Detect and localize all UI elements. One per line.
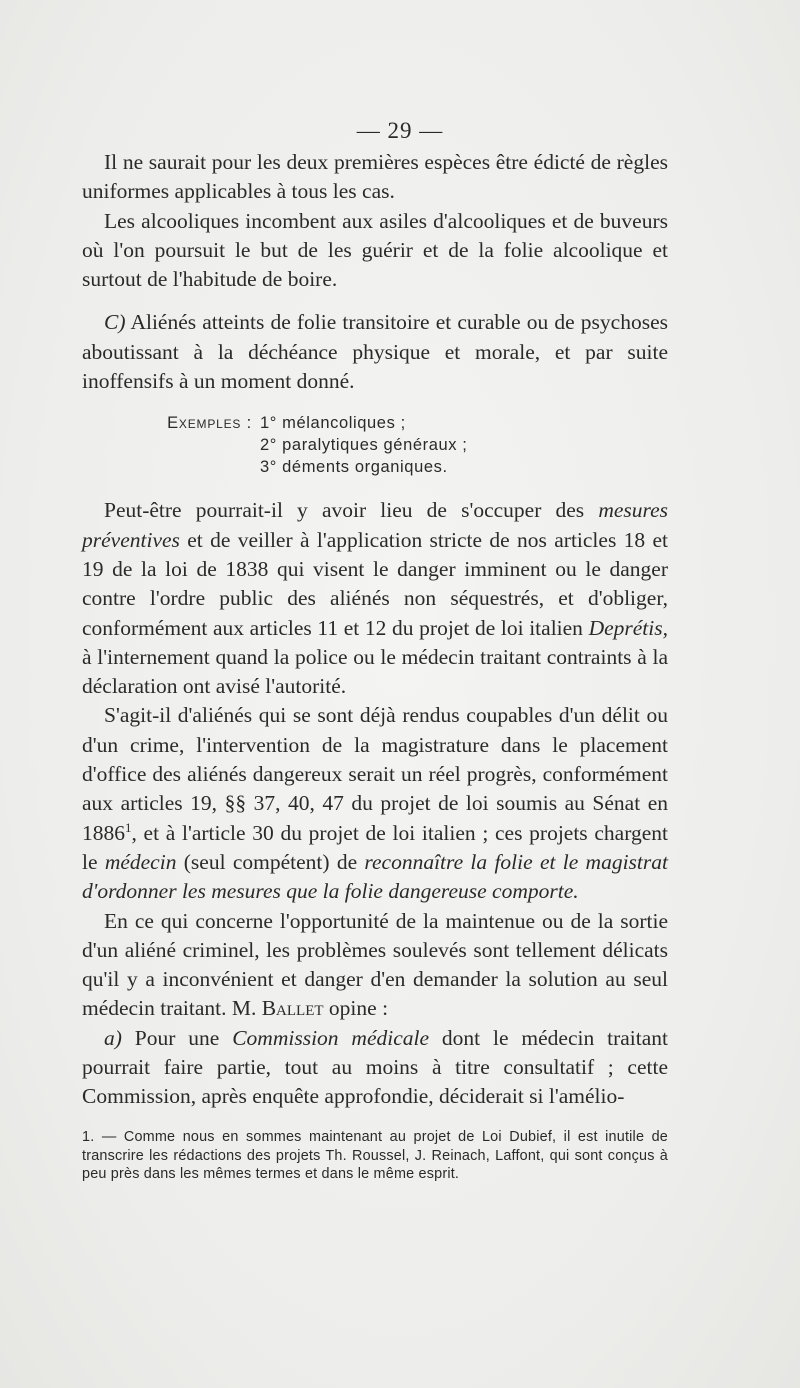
author-ballet: Ballet	[261, 996, 324, 1021]
paragraph-criminal-release: En ce qui concerne l'opportunité de la maintenue ou de la sortie d'un aliéné criminel, les problèmes soulevés sont tellement délicats qu'il y a inconvénient et danger d'en demander la solution au seul médecin traitant. M. Ballet opine :	[82, 908, 668, 1021]
examples-row	[82, 434, 668, 456]
emphasis-depretis: Deprétis,	[588, 615, 668, 640]
emphasis-commission: Commission médicale	[232, 1025, 430, 1050]
footnote-ref: 1	[125, 820, 132, 835]
section-marker-a: a)	[104, 1025, 122, 1050]
paragraph-transitory-insanity	[82, 308, 668, 396]
paragraph-medical-commission: a) Pour une Commission médicale dont le médecin traitant pourrait faire partie, tout au moins à titre consultatif ; cette Commission, après enquête approfondie, déciderait si l'amélio-	[82, 1025, 668, 1109]
examples-heading: Exemples :	[167, 414, 252, 433]
paragraph-species: Il ne saurait pour les deux premières espèces être édicté de règles uniformes applicables à tous les cas.	[82, 150, 668, 204]
footnote	[82, 1128, 668, 1184]
emphasis-medecin: médecin	[104, 849, 177, 874]
paragraph-alcoholics: Les alcooliques incombent aux asiles d'alcooliques et de buveurs où l'on poursuit le but de les guérir et de la folie alcoolique et surtout de l'habitude de boire.	[82, 208, 668, 292]
paragraph-transitory-text: Aliénés atteints de folie transitoire et curable ou de psychoses aboutissant à la déchéance physique et morale, et par suite inoffensifs à un moment donné.	[82, 310, 668, 394]
example-item: 1° mélancoliques ;	[260, 414, 406, 433]
example-item: 2° paralytiques généraux ;	[260, 436, 468, 455]
section-marker-c: C)	[104, 310, 126, 335]
footnote-text: 1. — Comme nous en sommes maintenant au projet de Loi Dubief, il est inutile de transcrire les rédactions des projets Th. Roussel, J. Reinach, Laffont, qui sont conçus à peu près dans les mêmes termes et dans le même esprit.	[82, 1129, 668, 1182]
examples-row	[82, 412, 668, 434]
examples-list	[82, 412, 668, 478]
example-item: 3° déments organiques.	[260, 458, 448, 477]
emphasis-preventive: mesures préventives	[82, 498, 668, 552]
page-number: — 29 —	[356, 118, 444, 143]
emphasis-reconnaitre: reconnaître la folie et le magistrat d'ordonner les mesures que la folie dangereuse comporte.	[82, 849, 668, 904]
paragraph-preventive-measures: Peut-être pourrait-il y avoir lieu de s'occuper des mesures préventives et de veiller à l'application stricte de nos articles 18 et 19 de la loi de 1838 qui visent le danger imminent ou le danger contre l'ordre public des aliénés non séquestrés, et d'obliger, conformément aux articles 11 et 12 du projet de loi italien Deprétis, à l'internement quand la police ou le médecin traitant contraints à la déclaration ont avisé l'autorité.	[82, 498, 668, 699]
examples-row	[82, 456, 668, 478]
main-text	[82, 148, 668, 1112]
paragraph-magistrature: S'agit-il d'aliénés qui se sont déjà rendus coupables d'un délit ou d'un crime, l'intervention de la magistrature dans le placement d'office des aliénés dangereux serait un réel progrès, conformément aux articles 19, §§ 37, 40, 47 du projet de loi soumis au Sénat en 1886$^1$, et à l'article 30 du projet de loi italien ; ces projets chargent le médecin (seul compétent) de reconnaître la folie et le magistrat d'ordonner les mesures que la folie dangereuse comporte.	[82, 703, 668, 904]
